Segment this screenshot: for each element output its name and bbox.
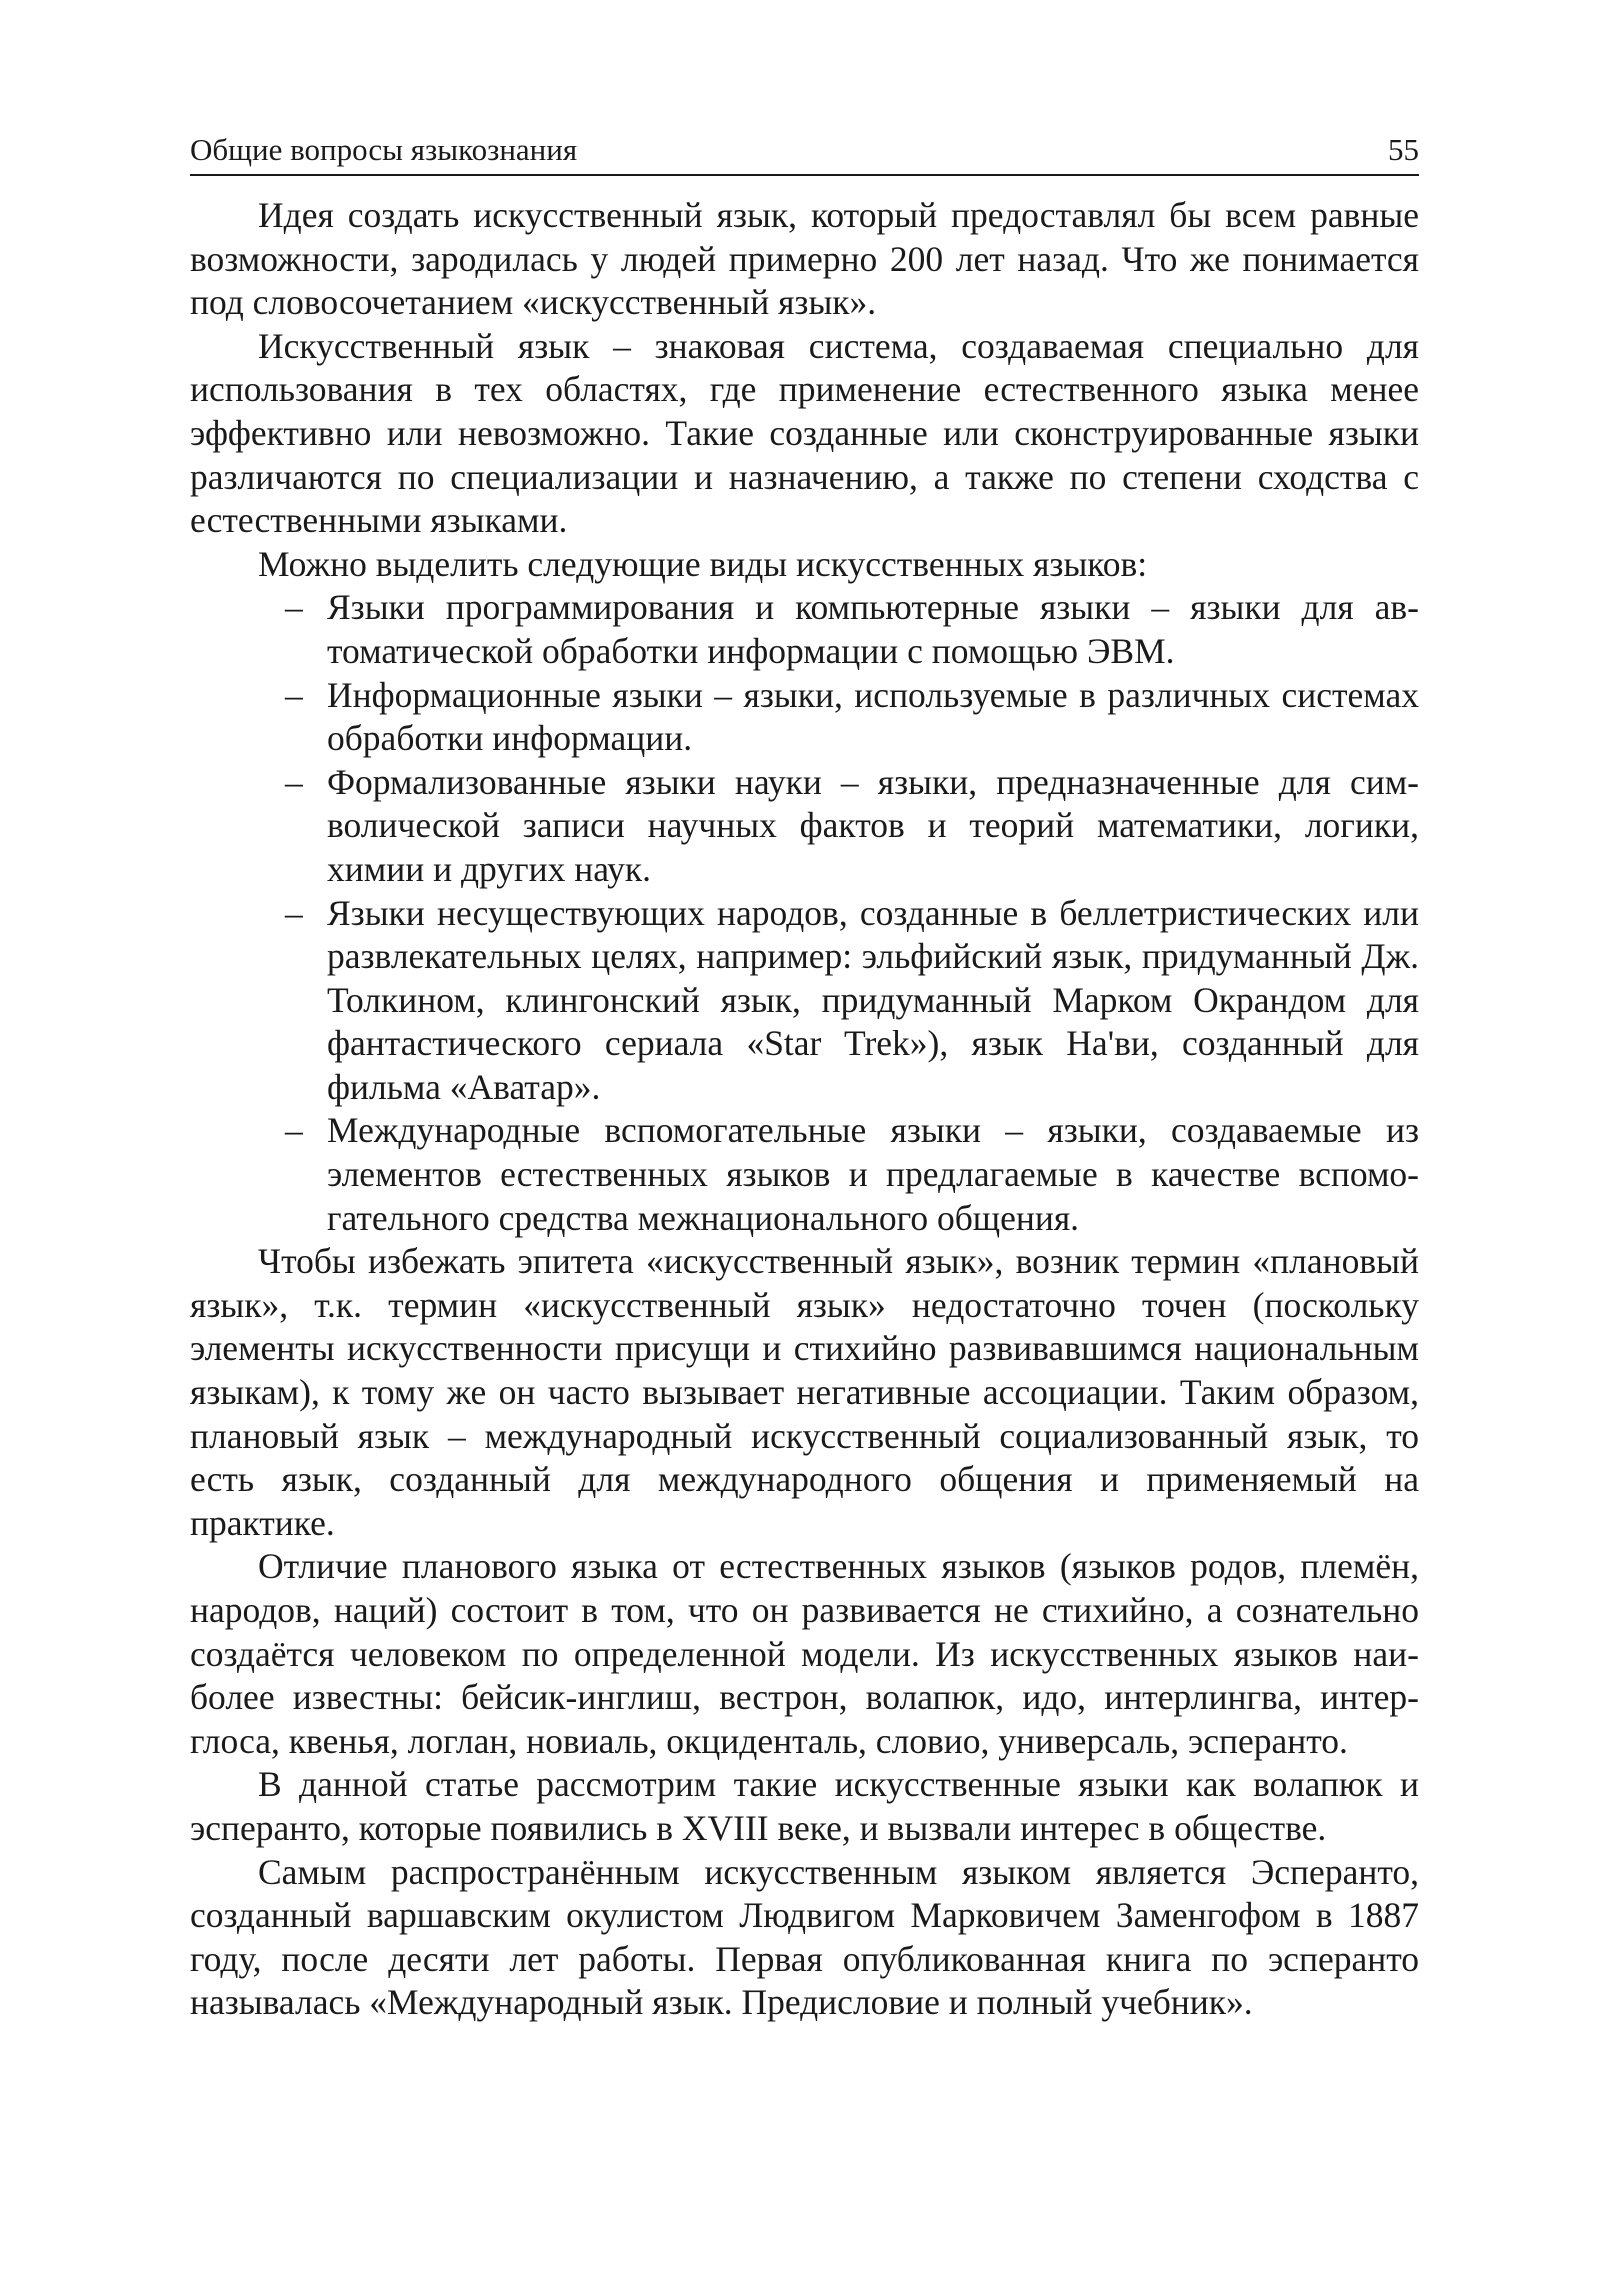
paragraph: Идея создать искусственный язык, который предоставлял бы всем равные возможности, зародилась у людей примерно 200 лет назад. Что же понимается под словосочетанием «искусственный язык». [190,195,1419,323]
list-item [190,674,1419,761]
page-number: 55 [1388,132,1419,167]
body-text [190,194,1419,2025]
paragraph: Отличие планового языка от естественных языков (языков родов, племён, народов, наций) состоит в том, что он развивается не стихийно, а сознательно создаётся человеком по определенной модели. Из искусственных языков наиболее известны: бейсик-инглиш, вестрон, волапюк, идо, интерлингва, интерглоса, квенья, логлан, новиаль, окциденталь, словио, универсаль, эсперанто. [190,1546,1419,1761]
list-item-text: Языки несуществующих народов, созданные в беллетристических или развлекательных целях, например: эльфийский язык, придуманный Дж. Толкином, клингонский язык, придуманный Марком Окрандом для фантастического сериала «Star Trek»), язык На'ви, созданный для фильма «Аватар». [327,892,1419,1107]
paragraph: Самым распространённым искусственным языком является Эсперанто, созданный варшавским окулистом Людвигом Марковичем Заменгофом в 1887 году, после десяти лет работы. Первая опубликованная книга по эсперанто называлась «Международный язык. Предисловие и полный учебник». [190,1851,1419,2023]
list-item [190,1109,1419,1240]
list-marker: – [285,1110,303,1151]
list-marker: – [285,892,303,933]
list-item [190,892,1419,1110]
paragraph: Можно выделить следующие виды искусственных языков: [258,543,1148,584]
list-item-text: Международные вспомогательные языки – языки, создаваемые из элементов естественных языков и предлагаемые в качестве вспомогательного средства межнационального общения. [327,1110,1419,1238]
paragraph: Искусственный язык – знаковая система, создаваемая специально для использования в тех областях, где применение естественного языка менее эффективно или невозможно. Такие созданные или сконструированные языки различаются по специализации и назначению, а также по степени сходства с естественными языками. [190,325,1419,541]
list-marker: – [285,761,303,802]
list-item [190,761,1419,892]
section-title: Общие вопросы языкознания [190,132,578,167]
list-item-text: Языки программирования и компьютерные языки – языки для автоматической обработки информации с помощью ЭВМ. [327,587,1419,671]
paragraph: В данной статье рассмотрим такие искусственные языки как волапюк и эсперанто, которые появились в XVIII веке, и вызвали интерес в обществе. [190,1764,1419,1848]
running-header [190,130,1419,176]
types-list [190,586,1419,1240]
paragraph: Чтобы избежать эпитета «искусственный язык», возник термин «плановый язык», т.к. термин «искусственный язык» недостаточно точен (поскольку элементы искусственности присущи и стихийно развивавшимся национальным языкам), к тому же он часто вызывает негативные ассоциации. Таким образом, плановый язык – международный искусственный социализованный язык, то есть язык, созданный для международного общения и применяемый на практике. [190,1241,1419,1543]
list-marker: – [285,587,303,628]
book-page [190,130,1419,2025]
list-item-text: Формализованные языки науки – языки, предназначенные для символической записи научных фактов и теорий математики, логики, химии и других наук. [327,761,1419,889]
list-item [190,586,1419,673]
list-marker: – [285,674,303,715]
list-item-text: Информационные языки – языки, используемые в различных системах обработки информации. [327,674,1419,759]
